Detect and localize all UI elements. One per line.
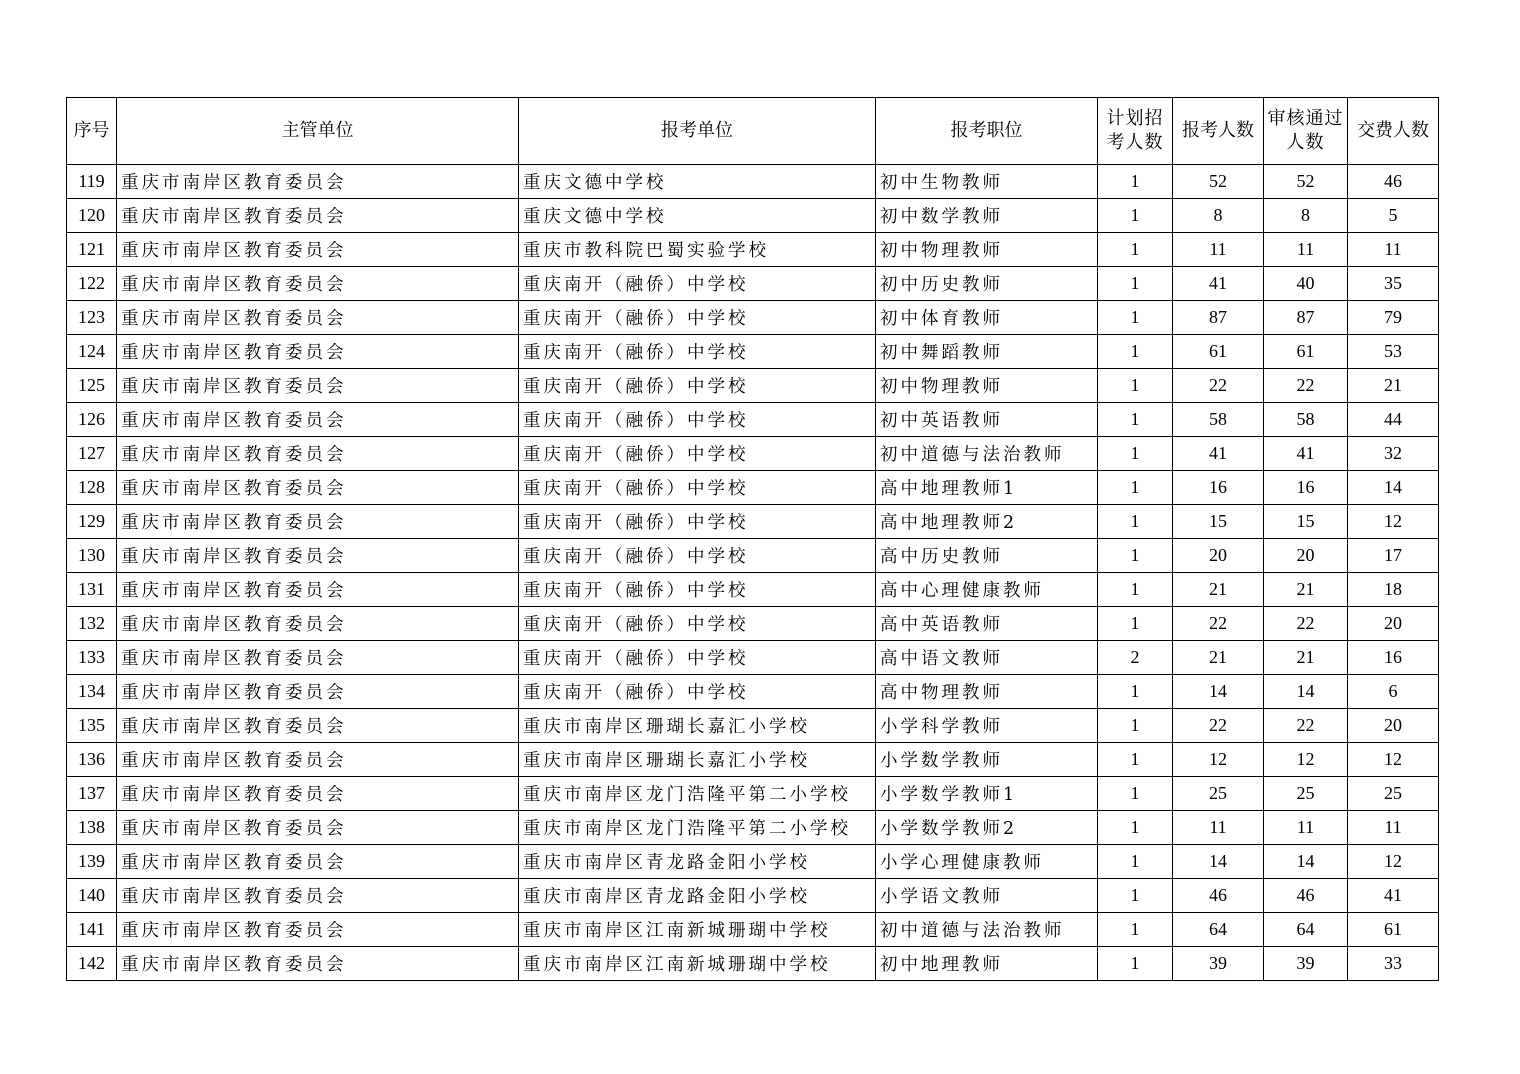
cell-planned: 1 <box>1098 845 1173 879</box>
cell-paid: 12 <box>1348 743 1439 777</box>
table-row <box>67 233 1439 267</box>
cell-approved: 14 <box>1264 675 1348 709</box>
cell-position: 小学数学教师2 <box>876 811 1098 845</box>
header-approved: 审核通过人数 <box>1264 98 1348 165</box>
cell-position: 初中物理教师 <box>876 233 1098 267</box>
header-authority: 主管单位 <box>117 98 519 165</box>
table-row <box>67 335 1439 369</box>
cell-planned: 1 <box>1098 947 1173 981</box>
cell-position: 小学心理健康教师 <box>876 845 1098 879</box>
cell-position: 初中地理教师 <box>876 947 1098 981</box>
table-row <box>67 913 1439 947</box>
cell-applicants: 58 <box>1173 403 1264 437</box>
table-row <box>67 879 1439 913</box>
cell-index: 126 <box>67 403 117 437</box>
cell-unit: 重庆南开（融侨）中学校 <box>519 437 876 471</box>
cell-authority: 重庆市南岸区教育委员会 <box>117 743 519 777</box>
cell-authority: 重庆市南岸区教育委员会 <box>117 165 519 199</box>
cell-planned: 1 <box>1098 607 1173 641</box>
cell-applicants: 14 <box>1173 675 1264 709</box>
cell-authority: 重庆市南岸区教育委员会 <box>117 301 519 335</box>
cell-unit: 重庆南开（融侨）中学校 <box>519 403 876 437</box>
cell-approved: 22 <box>1264 369 1348 403</box>
cell-approved: 22 <box>1264 709 1348 743</box>
cell-unit: 重庆文德中学校 <box>519 165 876 199</box>
table-row <box>67 165 1439 199</box>
cell-planned: 1 <box>1098 675 1173 709</box>
cell-authority: 重庆市南岸区教育委员会 <box>117 335 519 369</box>
cell-authority: 重庆市南岸区教育委员会 <box>117 845 519 879</box>
cell-applicants: 11 <box>1173 811 1264 845</box>
cell-approved: 58 <box>1264 403 1348 437</box>
table-row <box>67 675 1439 709</box>
table-row <box>67 437 1439 471</box>
table-row <box>67 199 1439 233</box>
table-row <box>67 845 1439 879</box>
cell-unit: 重庆市南岸区江南新城珊瑚中学校 <box>519 913 876 947</box>
cell-unit: 重庆南开（融侨）中学校 <box>519 641 876 675</box>
cell-unit: 重庆南开（融侨）中学校 <box>519 573 876 607</box>
cell-paid: 20 <box>1348 607 1439 641</box>
cell-position: 初中数学教师 <box>876 199 1098 233</box>
cell-position: 小学语文教师 <box>876 879 1098 913</box>
cell-unit: 重庆市南岸区江南新城珊瑚中学校 <box>519 947 876 981</box>
cell-applicants: 8 <box>1173 199 1264 233</box>
cell-position: 小学科学教师 <box>876 709 1098 743</box>
cell-authority: 重庆市南岸区教育委员会 <box>117 913 519 947</box>
cell-planned: 1 <box>1098 471 1173 505</box>
cell-paid: 12 <box>1348 845 1439 879</box>
cell-approved: 64 <box>1264 913 1348 947</box>
cell-position: 初中体育教师 <box>876 301 1098 335</box>
cell-paid: 18 <box>1348 573 1439 607</box>
cell-unit: 重庆南开（融侨）中学校 <box>519 607 876 641</box>
cell-approved: 39 <box>1264 947 1348 981</box>
cell-index: 141 <box>67 913 117 947</box>
cell-index: 139 <box>67 845 117 879</box>
cell-authority: 重庆市南岸区教育委员会 <box>117 811 519 845</box>
cell-authority: 重庆市南岸区教育委员会 <box>117 709 519 743</box>
cell-planned: 1 <box>1098 165 1173 199</box>
cell-unit: 重庆南开（融侨）中学校 <box>519 505 876 539</box>
cell-unit: 重庆市南岸区珊瑚长嘉汇小学校 <box>519 743 876 777</box>
cell-planned: 1 <box>1098 199 1173 233</box>
cell-approved: 21 <box>1264 573 1348 607</box>
cell-planned: 1 <box>1098 573 1173 607</box>
cell-approved: 16 <box>1264 471 1348 505</box>
cell-applicants: 12 <box>1173 743 1264 777</box>
table-row <box>67 607 1439 641</box>
cell-applicants: 20 <box>1173 539 1264 573</box>
cell-position: 初中舞蹈教师 <box>876 335 1098 369</box>
cell-index: 119 <box>67 165 117 199</box>
cell-unit: 重庆市教科院巴蜀实验学校 <box>519 233 876 267</box>
cell-position: 小学数学教师 <box>876 743 1098 777</box>
cell-authority: 重庆市南岸区教育委员会 <box>117 539 519 573</box>
cell-unit: 重庆南开（融侨）中学校 <box>519 369 876 403</box>
cell-applicants: 16 <box>1173 471 1264 505</box>
cell-position: 初中道德与法治教师 <box>876 437 1098 471</box>
cell-authority: 重庆市南岸区教育委员会 <box>117 437 519 471</box>
cell-index: 130 <box>67 539 117 573</box>
cell-paid: 16 <box>1348 641 1439 675</box>
cell-paid: 35 <box>1348 267 1439 301</box>
cell-index: 136 <box>67 743 117 777</box>
cell-authority: 重庆市南岸区教育委员会 <box>117 947 519 981</box>
cell-paid: 6 <box>1348 675 1439 709</box>
cell-planned: 1 <box>1098 403 1173 437</box>
cell-index: 123 <box>67 301 117 335</box>
cell-position: 高中地理教师2 <box>876 505 1098 539</box>
registration-table-sheet <box>66 97 1438 981</box>
cell-approved: 21 <box>1264 641 1348 675</box>
cell-unit: 重庆市南岸区珊瑚长嘉汇小学校 <box>519 709 876 743</box>
cell-position: 初中英语教师 <box>876 403 1098 437</box>
header-position: 报考职位 <box>876 98 1098 165</box>
cell-approved: 41 <box>1264 437 1348 471</box>
cell-position: 小学数学教师1 <box>876 777 1098 811</box>
table-body <box>67 165 1439 981</box>
cell-approved: 61 <box>1264 335 1348 369</box>
cell-index: 120 <box>67 199 117 233</box>
cell-index: 121 <box>67 233 117 267</box>
cell-position: 初中道德与法治教师 <box>876 913 1098 947</box>
cell-applicants: 21 <box>1173 573 1264 607</box>
table-row <box>67 709 1439 743</box>
header-paid: 交费人数 <box>1348 98 1439 165</box>
cell-paid: 53 <box>1348 335 1439 369</box>
cell-paid: 41 <box>1348 879 1439 913</box>
cell-index: 132 <box>67 607 117 641</box>
cell-applicants: 46 <box>1173 879 1264 913</box>
header-planned: 计划招考人数 <box>1098 98 1173 165</box>
cell-approved: 20 <box>1264 539 1348 573</box>
table-row <box>67 573 1439 607</box>
cell-unit: 重庆南开（融侨）中学校 <box>519 539 876 573</box>
cell-planned: 1 <box>1098 437 1173 471</box>
cell-unit: 重庆市南岸区龙门浩隆平第二小学校 <box>519 777 876 811</box>
cell-approved: 11 <box>1264 811 1348 845</box>
cell-authority: 重庆市南岸区教育委员会 <box>117 233 519 267</box>
cell-approved: 8 <box>1264 199 1348 233</box>
cell-unit: 重庆南开（融侨）中学校 <box>519 675 876 709</box>
cell-approved: 40 <box>1264 267 1348 301</box>
cell-approved: 52 <box>1264 165 1348 199</box>
cell-index: 124 <box>67 335 117 369</box>
cell-unit: 重庆市南岸区青龙路金阳小学校 <box>519 845 876 879</box>
cell-applicants: 21 <box>1173 641 1264 675</box>
cell-approved: 22 <box>1264 607 1348 641</box>
cell-unit: 重庆市南岸区龙门浩隆平第二小学校 <box>519 811 876 845</box>
cell-paid: 25 <box>1348 777 1439 811</box>
table-row <box>67 641 1439 675</box>
cell-paid: 46 <box>1348 165 1439 199</box>
cell-planned: 1 <box>1098 539 1173 573</box>
cell-position: 初中生物教师 <box>876 165 1098 199</box>
cell-unit: 重庆市南岸区青龙路金阳小学校 <box>519 879 876 913</box>
cell-authority: 重庆市南岸区教育委员会 <box>117 777 519 811</box>
cell-applicants: 61 <box>1173 335 1264 369</box>
table-row <box>67 505 1439 539</box>
cell-unit: 重庆文德中学校 <box>519 199 876 233</box>
table-row <box>67 369 1439 403</box>
cell-index: 138 <box>67 811 117 845</box>
cell-planned: 1 <box>1098 233 1173 267</box>
cell-authority: 重庆市南岸区教育委员会 <box>117 369 519 403</box>
table-row <box>67 777 1439 811</box>
registration-table <box>66 97 1439 981</box>
cell-authority: 重庆市南岸区教育委员会 <box>117 403 519 437</box>
table-row <box>67 539 1439 573</box>
cell-applicants: 64 <box>1173 913 1264 947</box>
cell-position: 高中心理健康教师 <box>876 573 1098 607</box>
cell-approved: 11 <box>1264 233 1348 267</box>
cell-unit: 重庆南开（融侨）中学校 <box>519 301 876 335</box>
cell-approved: 14 <box>1264 845 1348 879</box>
cell-authority: 重庆市南岸区教育委员会 <box>117 641 519 675</box>
cell-planned: 1 <box>1098 267 1173 301</box>
cell-index: 140 <box>67 879 117 913</box>
cell-position: 高中地理教师1 <box>876 471 1098 505</box>
cell-paid: 79 <box>1348 301 1439 335</box>
cell-position: 初中物理教师 <box>876 369 1098 403</box>
cell-planned: 1 <box>1098 709 1173 743</box>
cell-index: 135 <box>67 709 117 743</box>
cell-position: 高中历史教师 <box>876 539 1098 573</box>
cell-unit: 重庆南开（融侨）中学校 <box>519 335 876 369</box>
header-applicants: 报考人数 <box>1173 98 1264 165</box>
table-row <box>67 743 1439 777</box>
cell-applicants: 22 <box>1173 369 1264 403</box>
cell-planned: 1 <box>1098 879 1173 913</box>
table-row <box>67 471 1439 505</box>
cell-applicants: 14 <box>1173 845 1264 879</box>
cell-position: 初中历史教师 <box>876 267 1098 301</box>
cell-authority: 重庆市南岸区教育委员会 <box>117 199 519 233</box>
cell-planned: 1 <box>1098 777 1173 811</box>
cell-paid: 21 <box>1348 369 1439 403</box>
cell-applicants: 41 <box>1173 437 1264 471</box>
cell-paid: 12 <box>1348 505 1439 539</box>
cell-applicants: 22 <box>1173 709 1264 743</box>
cell-authority: 重庆市南岸区教育委员会 <box>117 267 519 301</box>
table-row <box>67 947 1439 981</box>
header-unit: 报考单位 <box>519 98 876 165</box>
cell-index: 129 <box>67 505 117 539</box>
cell-planned: 1 <box>1098 505 1173 539</box>
cell-planned: 1 <box>1098 335 1173 369</box>
cell-applicants: 52 <box>1173 165 1264 199</box>
cell-approved: 46 <box>1264 879 1348 913</box>
header-index: 序号 <box>67 98 117 165</box>
cell-unit: 重庆南开（融侨）中学校 <box>519 267 876 301</box>
cell-index: 127 <box>67 437 117 471</box>
cell-applicants: 11 <box>1173 233 1264 267</box>
cell-authority: 重庆市南岸区教育委员会 <box>117 879 519 913</box>
cell-paid: 11 <box>1348 233 1439 267</box>
cell-approved: 12 <box>1264 743 1348 777</box>
cell-authority: 重庆市南岸区教育委员会 <box>117 471 519 505</box>
cell-position: 高中物理教师 <box>876 675 1098 709</box>
cell-applicants: 22 <box>1173 607 1264 641</box>
cell-paid: 32 <box>1348 437 1439 471</box>
cell-approved: 15 <box>1264 505 1348 539</box>
cell-index: 134 <box>67 675 117 709</box>
cell-index: 131 <box>67 573 117 607</box>
cell-planned: 1 <box>1098 743 1173 777</box>
cell-position: 高中语文教师 <box>876 641 1098 675</box>
cell-applicants: 15 <box>1173 505 1264 539</box>
table-row <box>67 403 1439 437</box>
cell-approved: 25 <box>1264 777 1348 811</box>
table-row <box>67 301 1439 335</box>
cell-planned: 2 <box>1098 641 1173 675</box>
cell-paid: 33 <box>1348 947 1439 981</box>
cell-planned: 1 <box>1098 811 1173 845</box>
cell-authority: 重庆市南岸区教育委员会 <box>117 607 519 641</box>
cell-applicants: 25 <box>1173 777 1264 811</box>
cell-applicants: 39 <box>1173 947 1264 981</box>
cell-index: 122 <box>67 267 117 301</box>
cell-index: 142 <box>67 947 117 981</box>
cell-applicants: 41 <box>1173 267 1264 301</box>
cell-index: 137 <box>67 777 117 811</box>
cell-paid: 44 <box>1348 403 1439 437</box>
cell-planned: 1 <box>1098 369 1173 403</box>
cell-approved: 87 <box>1264 301 1348 335</box>
cell-authority: 重庆市南岸区教育委员会 <box>117 505 519 539</box>
cell-paid: 61 <box>1348 913 1439 947</box>
cell-paid: 14 <box>1348 471 1439 505</box>
cell-paid: 5 <box>1348 199 1439 233</box>
table-row <box>67 267 1439 301</box>
table-row <box>67 811 1439 845</box>
cell-paid: 11 <box>1348 811 1439 845</box>
cell-unit: 重庆南开（融侨）中学校 <box>519 471 876 505</box>
cell-paid: 20 <box>1348 709 1439 743</box>
cell-planned: 1 <box>1098 913 1173 947</box>
cell-index: 133 <box>67 641 117 675</box>
table-header <box>67 98 1439 165</box>
cell-index: 128 <box>67 471 117 505</box>
header-row <box>67 98 1439 165</box>
cell-index: 125 <box>67 369 117 403</box>
cell-authority: 重庆市南岸区教育委员会 <box>117 573 519 607</box>
cell-applicants: 87 <box>1173 301 1264 335</box>
cell-planned: 1 <box>1098 301 1173 335</box>
cell-position: 高中英语教师 <box>876 607 1098 641</box>
cell-paid: 17 <box>1348 539 1439 573</box>
cell-authority: 重庆市南岸区教育委员会 <box>117 675 519 709</box>
